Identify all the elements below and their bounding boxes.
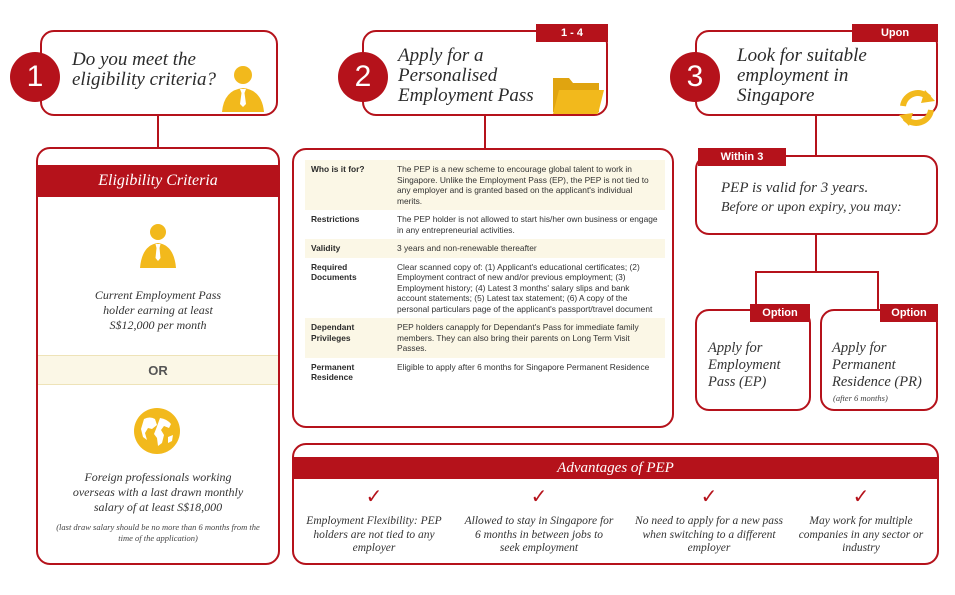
row-label: Restrictions xyxy=(311,214,360,224)
advantage-item xyxy=(786,485,936,556)
businessman-icon xyxy=(138,222,178,268)
validity-line-1: PEP is valid for 3 years. xyxy=(721,180,869,196)
folder-icon xyxy=(551,72,605,116)
step2-duration-tag: 1 - 4 Weeks xyxy=(536,24,608,42)
step3-number: 3 xyxy=(670,52,720,102)
within-years-tag: Within 3 Years xyxy=(698,148,786,166)
row-value: PEP holders canapply for Dependant's Pass for immediate family members. They can also bring their parents on Long Term Visit Passes. xyxy=(391,318,665,358)
row-value: The PEP holder is not allowed to start his/her own business or engage in any entrepreneurial activities. xyxy=(397,214,658,235)
row-value: Clear scanned copy of: (1) Applicant's educational certificates; (2) Employment contract of new and/or previous employment; (3) Employment history; (4) Latest 3 months' salary slips and bank account statements; (5) Latest tax statement; (6) A copy of the personal particulars page of the applicant's passport/travel document xyxy=(397,261,653,314)
row-value: The PEP is a new scheme to encourage global talent to work in Singapore. Unlike the Employment Pass (EP), the PEP is not tied to any employer and is granted based on the applicant's individual merits. xyxy=(391,160,665,210)
eligibility-header: Eligibility Criteria xyxy=(38,165,278,197)
row-label: Permanent Residence xyxy=(311,361,355,382)
checkmark-icon: ✓ xyxy=(700,484,718,508)
advantage-item xyxy=(299,485,449,556)
criteria-2-note: (last draw salary should be no more than 6 months from the time of the application) xyxy=(56,522,260,543)
option-b-note: (after 6 months) xyxy=(833,393,888,403)
option-b-tag: Option B xyxy=(880,304,938,322)
criteria-2-text: Foreign professionals working overseas with a last drawn monthly salary of at least S$18,000 xyxy=(72,470,244,514)
advantage-item xyxy=(634,485,784,556)
table-row xyxy=(305,358,665,387)
checkmark-icon: ✓ xyxy=(365,484,383,508)
step3-approval-tag: Upon Approval xyxy=(852,24,938,42)
checkmark-icon: ✓ xyxy=(530,484,548,508)
advantage-item xyxy=(464,485,614,556)
step2-number: 2 xyxy=(338,52,388,102)
option-a-tag: Option A xyxy=(750,304,810,322)
checkmark-icon: ✓ xyxy=(852,484,870,508)
row-label: Validity xyxy=(305,239,391,258)
refresh-arrows-icon xyxy=(893,84,941,132)
row-label: Who is it for? xyxy=(305,160,391,210)
table-row xyxy=(305,318,665,358)
advantage-text: Allowed to stay in Singapore for 6 months in between jobs to seek employment xyxy=(464,515,614,554)
advantages-header: Advantages of PEP xyxy=(294,457,937,479)
advantage-text: Employment Flexibility: PEP holders are not tied to any employer xyxy=(306,515,442,554)
or-divider: OR xyxy=(38,355,278,385)
step1-connector xyxy=(157,116,159,148)
option-b-text: Apply for Permanent Residence (PR) xyxy=(832,340,922,390)
globe-icon xyxy=(133,407,181,455)
step3-title: Look for suitable employment in Singapore xyxy=(737,45,867,106)
criteria-1-text: Current Employment Pass holder earning at least S$12,000 per month xyxy=(94,288,222,332)
table-row xyxy=(305,160,665,210)
businessman-icon xyxy=(218,62,268,112)
step1-number: 1 xyxy=(10,52,60,102)
table-row xyxy=(305,239,665,258)
option-b-connector xyxy=(877,271,879,311)
row-label: Dependant Privileges xyxy=(305,318,391,358)
table-row xyxy=(305,210,665,239)
option-a-text: Apply for Employment Pass (EP) xyxy=(708,340,781,390)
step3-connector xyxy=(815,116,817,156)
advantage-text: No need to apply for a new pass when switching to a different employer xyxy=(635,515,783,554)
options-connector-bar xyxy=(755,271,877,273)
table-row xyxy=(305,258,665,319)
row-value: 3 years and non-renewable thereafter xyxy=(391,239,665,258)
step1-title: Do you meet the eligibility criteria? xyxy=(72,49,217,90)
step2-connector xyxy=(484,116,486,150)
row-label: Required Documents xyxy=(311,261,357,282)
options-connector-stem xyxy=(815,235,817,273)
validity-line-2: Before or upon expiry, you may: xyxy=(721,200,902,215)
pep-details-table xyxy=(305,160,665,387)
advantage-text: May work for multiple companies in any sector or industry xyxy=(798,515,924,554)
row-value: Eligible to apply after 6 months for Singapore Permanent Residence xyxy=(397,361,650,372)
step2-title: Apply for a Personalised Employment Pass xyxy=(398,45,534,106)
